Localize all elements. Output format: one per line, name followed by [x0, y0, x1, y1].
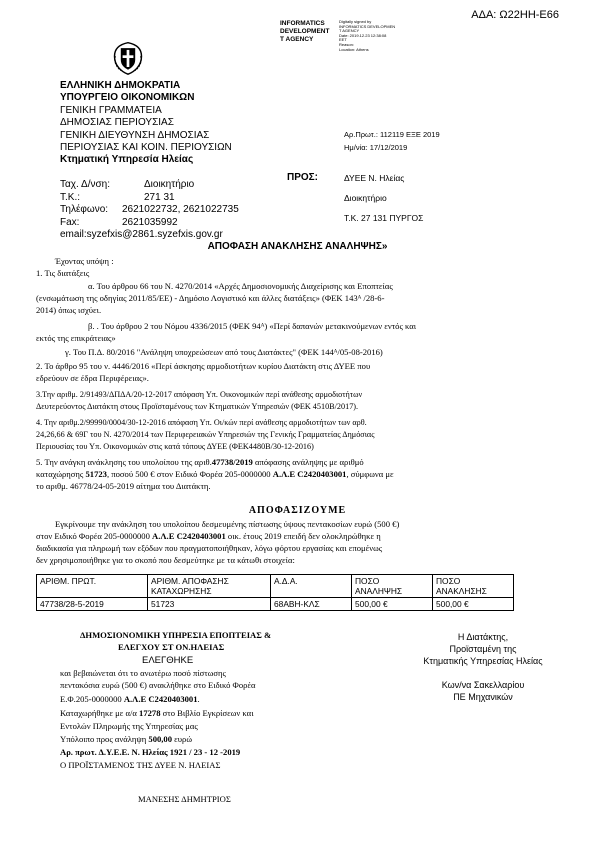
- document-title: ΑΠΟΦΑΣΗ ΑΝΑΚΛΗΣΗΣ ΑΝΑΛΗΨΗΣ»: [207, 241, 388, 252]
- decision-line-1: Εγκρίνουμε την ανάκληση του υπολοίπου δεσμευμένης πίστωσης ύψους πεντακοσίων ευρώ (500 €): [55, 519, 400, 529]
- body-intro: Έχοντας υπόψη :: [55, 256, 114, 266]
- audit-head-title: Ο ΠΡΟΪΣΤΑΜΕΝΟΣ ΤΗΣ ΔΥΕΕ Ν. ΗΛΕΙΑΣ: [60, 760, 221, 770]
- table-header-cell: ΠΟΣΟ ΑΝΑΚΛΗΣΗΣ: [433, 575, 514, 598]
- body-line-11: 3.Την αριθμ. 2/91493/ΔΠΔΑ/20-12-2017 απόφαση Υπ. Οικονομικών περί ανάθεσης αρμοδιοτήτων: [36, 390, 363, 399]
- audit-line-3: Ε.Φ.205-0000000 Α.Λ.Ε C2420403001.: [60, 694, 200, 704]
- table-header-cell: ΠΟΣΟ ΑΝΑΛΗΨΗΣ: [352, 575, 433, 598]
- ada-code: ΑΔΑ: Ω22ΗΗ-Ε66: [471, 9, 559, 21]
- audit-line-7: Αρ. πρωτ. Δ.Υ.Ε.Ε. Ν. Ηλείας 1921 / 23 - 12 -2019: [60, 747, 241, 757]
- address-label: Ταχ. Δ/νση:: [60, 179, 111, 190]
- body-line-16: 5. Την ανάγκη ανάκλησης του υπολοίπου της αριθ.47738/2019 απόφασης ανάληψης με αριθμό: [36, 457, 364, 467]
- audit-head-name: ΜΑΝΕΣΗΣ ΔΗΜΗΤΡΙΟΣ: [138, 794, 231, 804]
- general-directorate-line-2: ΠΕΡΙΟΥΣΙΑΣ ΚΑΙ ΚΟΙΝ. ΠΕΡΙΟΥΣΙΩΝ: [60, 142, 232, 154]
- table-row: [37, 598, 514, 611]
- commitment-table: [36, 574, 514, 611]
- phone-label: Τηλέφωνο:: [60, 204, 109, 216]
- body-line-18: το αριθμ. 46778/24-05-2019 αίτημα του Διατάκτη.: [36, 481, 211, 491]
- table-header-row: [37, 575, 514, 598]
- body-line-13: 4. Την αριθμ.2/99990/0004/30-12-2016 απόφαση Υπ. Οι/κών περί ανάθεσης αρμοδιοτήτων των αρθ.: [36, 418, 367, 427]
- body-line-12: Δευτερεύοντος Διατάκτη στους Προϊσταμένους των Κτηματικών Υπηρεσιών (ΦΕΚ 4510Β/2017).: [36, 402, 359, 411]
- body-line-15: Περιουσίας του Υπ. Οικονομικών στις κατά τόπους ΔΥΕΕ (ΦΕΚ4480Β/30-12-2016): [36, 442, 314, 451]
- address-value: Διοικητήριο: [144, 179, 195, 190]
- digital-signature-details: Digitally signed by INFORMATICS DEVELOPMEN T AGENCY Date: 2019.12.23 12:38:08 EET Reason: Location: Athens: [339, 19, 396, 52]
- protocol-refs: [344, 128, 440, 154]
- authorizing-officer-name: Κων/να Σακελλαρίου: [441, 680, 525, 690]
- decision-line-4: δεν χρησιμοποιήθηκε για το σκοπό που δεσμεύτηκε με τα κάτωθι στοιχεία:: [36, 555, 295, 565]
- body-item-1: 1. Τις διατάξεις: [36, 268, 90, 278]
- body-line-6: β. . Του άρθρου 2 του Νόμου 4336/2015 (ΦΕΚ 94ᴬ) «Περί δαπανών μετακινούμενων εντός και: [88, 321, 417, 331]
- ministry-name: ΥΠΟΥΡΓΕΙΟ ΟΙΚΟΝΟΜΙΚΩΝ: [60, 92, 195, 104]
- protocol-date: Ημ/νία: 17/12/2019: [344, 143, 408, 152]
- body-line-10: εδρεύουν σε έδρα Περιφέρειας».: [36, 373, 149, 383]
- audit-line-1: και βεβαιώνεται ότι το ανωτέρω ποσό πίστωσης: [60, 668, 226, 678]
- table-header-cell: ΑΡΙΘΜ. ΠΡΩΤ.: [37, 575, 148, 598]
- protocol-number: Αρ.Πρωτ.: 112119 ΕΞΕ 2019: [344, 130, 440, 139]
- body-line-17: καταχώρησης 51723, ποσού 500 € στον Ειδικό Φορέα 205-0000000 Α.Λ.Ε C2420403001, σύμφωνα με: [36, 469, 394, 479]
- contact-info: [60, 179, 239, 242]
- phone-value: 2621022732, 2621022735: [122, 204, 239, 216]
- body-line-7: εκτός της επικράτειας»: [36, 333, 116, 343]
- email-address: email:syzefxis@2861.syzefxis.gov.gr: [60, 229, 223, 241]
- issuer-header: [60, 80, 232, 167]
- table-header-cell: Α.Δ.Α.: [271, 575, 352, 598]
- decision-line-2: στον Ειδικό Φορέα 205-0000000 Α.Λ.Ε C2420403001 οικ. έτους 2019 επειδή δεν ολοκληρώθηκε η: [36, 531, 381, 541]
- body-line-9: 2. Το άρθρο 95 του ν. 4446/2016 «Περί άσκησης αρμοδιοτήτων κυρίου Διατάκτη στις ΔΥΕΕ που: [36, 361, 371, 371]
- table-cell: 500,00 €: [352, 598, 433, 611]
- general-secretariat-line-2: ΔΗΜΟΣΙΑΣ ΠΕΡΙΟΥΣΙΑΣ: [60, 117, 174, 129]
- table-header-cell: ΑΡΙΘΜ. ΑΠΟΦΑΣΗΣ ΚΑΤΑΧΩΡΗΣΗΣ: [148, 575, 271, 598]
- service-name: Κτηματική Υπηρεσία Ηλείας: [60, 154, 194, 166]
- audit-service-heading-2: ΕΛΕΓΧΟΥ ΣΤ ΟΝ.ΗΛΕΙΑΣ: [118, 642, 225, 652]
- recipient-line-2: Διοικητήριο: [344, 193, 387, 203]
- recipient-label: ΠΡΟΣ:: [287, 172, 319, 183]
- table-cell: 47738/28-5-2019: [37, 598, 148, 611]
- body-line-5: 2014) όπως ισχύει.: [36, 305, 102, 315]
- recipient-line-1: ΔΥΕΕ Ν. Ηλείας: [344, 173, 405, 183]
- decision-line-3: διαδικασία για πληρωμή των εξόδων που πραγματοποιήθηκαν, λόγω φόρτου εργασίας και επομένως: [36, 543, 383, 553]
- country-name: ΕΛΛΗΝΙΚΗ ΔΗΜΟΚΡΑΤΙΑ: [60, 80, 181, 91]
- general-directorate-line-1: ΓΕΝΙΚΗ ΔΙΕΥΘΥΝΣΗ ΔΗΜΟΣΙΑΣ: [60, 129, 210, 141]
- authorizing-officer-title: ΠΕ Μηχανικών: [453, 692, 513, 702]
- decision-title: ΑΠΟΦΑΣΙΖΟΥΜΕ: [248, 505, 347, 516]
- audit-service-heading-1: ΔΗΜΟΣΙΟΝΟΜΙΚΗ ΥΠΗΡΕΣΙΑ ΕΠΟΠΤΕΙΑΣ &: [80, 630, 272, 640]
- fax-label: Fax:: [60, 216, 80, 228]
- postcode-label: Τ.Κ.:: [60, 191, 81, 203]
- table-cell: 500,00 €: [433, 598, 514, 611]
- recipient-line-3: Τ.Κ. 27 131 ΠΥΡΓΟΣ: [344, 213, 424, 223]
- fax-value: 2621035992: [122, 216, 178, 228]
- body-line-8: γ. Του Π.Δ. 80/2016 "Ανάληψη υποχρεώσεων από τους Διατάκτες" (ΦΕΚ 144ᴬ/05-08-2016): [65, 347, 383, 357]
- authorizing-officer-block: [408, 631, 558, 703]
- authorizing-officer-label: Η Διατάκτης,: [457, 632, 509, 642]
- authorizing-officer-service: Κτηματικής Υπηρεσίας Ηλείας: [423, 656, 543, 666]
- body-line-4: (ενσωμάτωση της οδηγίας 2011/85/ΕΕ) - Δημόσιο Λογιστικό και άλλες διατάξεις» (ΦΕΚ 143ᴬ /28-6-: [36, 293, 385, 303]
- body-line-14: 24,26,66 & 69Γ του Ν. 4270/2014 των Περιφερειακών Υπηρεσιών της Γενικής Γραμματείας Δημόσιας: [36, 430, 375, 439]
- audit-line-6: Υπόλοιπο προς ανάληψη 500,00 ευρώ: [60, 734, 192, 744]
- table-cell: 68ΑΒΗ-ΚΛΣ: [271, 598, 352, 611]
- digital-signature-label: INFORMATICS DEVELOPMENT T AGENCY: [280, 20, 330, 43]
- authorizing-officer-role: Προϊσταμένη της: [449, 644, 517, 654]
- general-secretariat-line-1: ΓΕΝΙΚΗ ΓΡΑΜΜΑΤΕΙΑ: [60, 104, 162, 116]
- checked-label: ΕΛΕΓΘΗΚΕ: [142, 655, 194, 666]
- audit-line-5: Εντολών Πληρωμής της Υπηρεσίας μας: [60, 721, 198, 731]
- body-line-3: α. Του άρθρου 66 του Ν. 4270/2014 «Αρχές Δημοσιονομικής Διαχείρισης και Εποπτείας: [88, 281, 393, 291]
- audit-line-2: πεντακόσια ευρώ (500 €) ανακλήθηκε στο Ειδικό Φορέα: [60, 680, 256, 690]
- recipient-address: [344, 168, 423, 228]
- postcode-value: 271 31: [144, 191, 175, 203]
- table-cell: 51723: [148, 598, 271, 611]
- audit-line-4: Καταχωρήθηκε με α/α 17278 στο Βιβλίο Εγκρίσεων και: [60, 708, 254, 718]
- greek-emblem-icon: [110, 40, 146, 76]
